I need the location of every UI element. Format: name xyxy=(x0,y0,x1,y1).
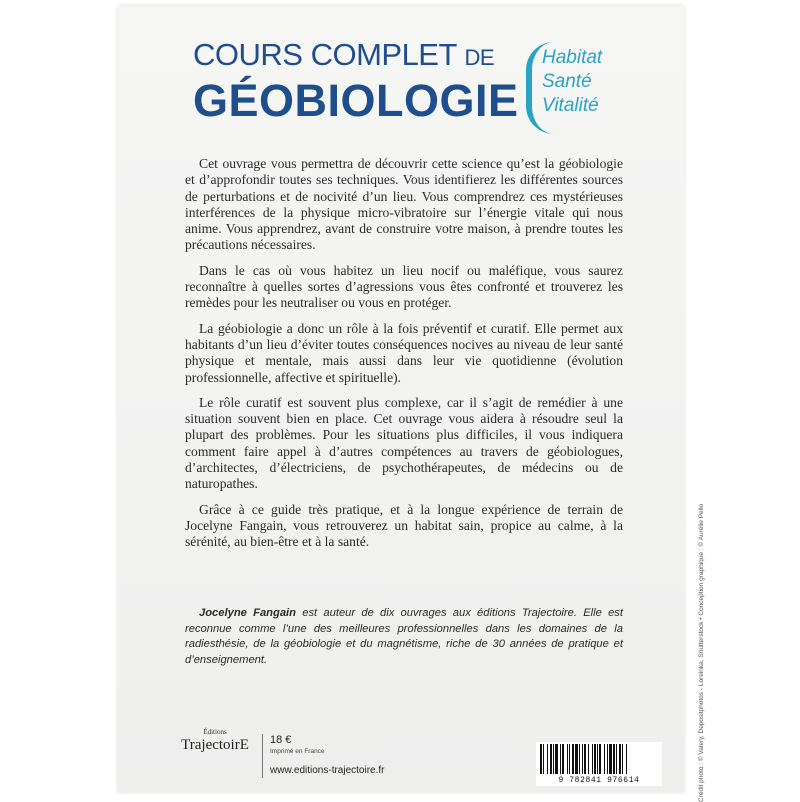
barcode-bar xyxy=(540,744,542,774)
barcode-bar xyxy=(555,744,558,774)
author-name: Jocelyne Fangain xyxy=(199,607,297,619)
barcode-bar xyxy=(588,744,589,774)
barcode-bar xyxy=(584,744,586,774)
subtitle-line: Santé xyxy=(542,71,592,92)
barcode-bar xyxy=(616,744,617,774)
barcode-bar xyxy=(562,744,564,774)
paragraph: Dans le cas où vous habitez un lieu nocif ou maléfique, vous saurez reconnaître à quelles sortes d’agressions vous êtes confronté et trouverez les remèdes pour les neutraliser ou vous en protéger. xyxy=(185,262,623,311)
barcode-bar xyxy=(599,744,601,774)
barcode-bar xyxy=(560,744,561,774)
publisher-logo xyxy=(170,728,260,754)
barcode-bar xyxy=(567,744,568,774)
barcode-bar xyxy=(594,744,596,774)
barcode-bar xyxy=(553,744,554,774)
publisher-editions: Éditions xyxy=(203,728,227,736)
barcode-bar xyxy=(550,744,552,774)
book-back-cover xyxy=(118,6,705,802)
barcode-bar xyxy=(597,744,598,774)
barcode-bar xyxy=(592,744,593,774)
barcode-number: 9 782841 976614 xyxy=(558,776,640,785)
author-bio-text: est auteur de dix ouvrages aux éditions Trajectoire. Elle est reconnue comme l’une des meilleures professionnelles dans les domaines de la radiesthésie, de la géobiologie et du magnétisme, riche de 30 années de pratique et d’enseignement. xyxy=(185,607,624,666)
barcode xyxy=(536,742,662,786)
barcode-bar xyxy=(613,744,615,774)
paragraph: La géobiologie a donc un rôle à la fois préventif et curatif. Elle permet aux habitants d’un lieu d’éviter toutes conséquences nocives au niveau de leur santé physique et mentale, mais aussi dans leur vie quotidienne (évolution professionnelle, affective et spirituelle). xyxy=(185,320,623,385)
barcode-bar xyxy=(622,744,623,774)
subtitle-line: Habitat xyxy=(542,47,603,68)
barcode-bar xyxy=(575,744,578,774)
subtitle xyxy=(542,46,602,118)
barcode-bar xyxy=(604,744,605,774)
price-block xyxy=(270,734,384,776)
title-line-2: GÉOBIOLOGIE xyxy=(193,75,519,126)
paragraph: Cet ouvrage vous permettra de découvrir cette science qu’est la géobiologie et d’approfondir toutes ses techniques. Vous identifierez les différentes sources de perturbations et de nocivité d’un lieu. Vous comprendrez ces mystérieuses interférences de la physique micro-vibratoire sur l’énergie vitale qui nous anime. Vous apprendrez, avant de construire votre maison, à prendre toutes les précautions nécessaires. xyxy=(185,156,623,253)
barcode-bar xyxy=(569,744,570,774)
barcode-bar xyxy=(572,744,574,774)
barcode-bar xyxy=(626,744,627,774)
publisher-website: www.editions-trajectoire.fr xyxy=(270,765,385,776)
publisher-name: TrajectoirE xyxy=(181,737,249,753)
printed-in: Imprimé en France xyxy=(270,748,325,755)
barcode-bars xyxy=(536,742,662,776)
barcode-bar xyxy=(619,744,621,774)
price: 18 € xyxy=(270,734,292,746)
barcode-bar xyxy=(579,744,580,774)
barcode-bar xyxy=(607,744,608,774)
author-bio xyxy=(185,606,623,668)
divider xyxy=(262,734,263,778)
subtitle-line: Vitalité xyxy=(542,95,599,116)
title-line-1: COURS COMPLET DE xyxy=(193,37,495,72)
barcode-bar xyxy=(547,744,548,774)
description-text xyxy=(185,156,623,560)
paragraph: Grâce à ce guide très pratique, et à la longue expérience de terrain de Jocelyne Fangain, vous retrouverez un habitat sain, propice au calme, à la sérénité, au bien-être et à la santé. xyxy=(185,501,623,550)
book-title xyxy=(193,36,519,126)
barcode-bar xyxy=(582,744,583,774)
paragraph: Le rôle curatif est souvent plus complexe, car il s’agit de remédier à une situation souvent bien en place. Cet ouvrage vous aidera à résoudre seul la plupart des problèmes. Pour les situations plus difficiles, il vous indiquera comment faire appel à d’autres compétences au travers de géobiologues, d’architectes, d’électriciens, de psychothérapeutes, de médecins ou de naturopathes. xyxy=(185,394,623,492)
photo-credits: Crédit photo : © Valery, Depositphotos - Loreinka, Shutterstock • Conception graphique : © Aurélie Pello xyxy=(698,503,705,802)
barcode-bar xyxy=(543,744,544,774)
barcode-bar xyxy=(609,744,612,774)
